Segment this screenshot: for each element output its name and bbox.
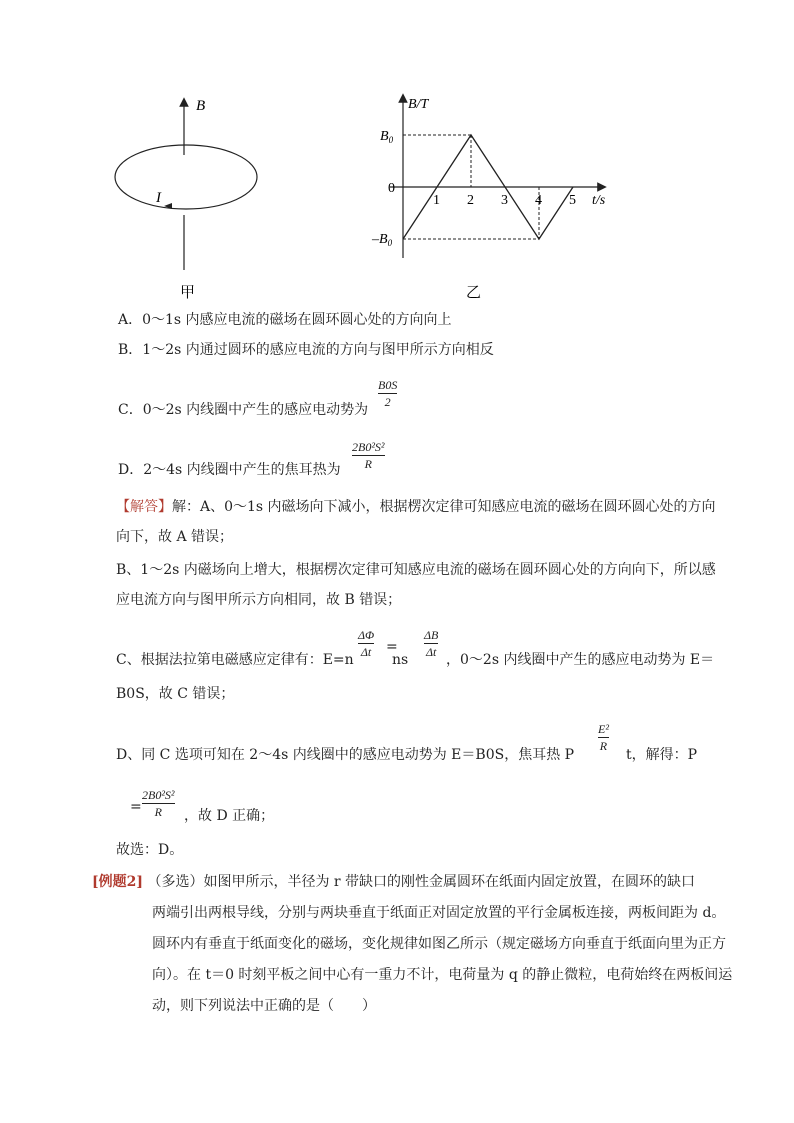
field-fraction-num: ΔB	[424, 628, 439, 642]
power-fraction-num: 2B0²S²	[142, 788, 175, 802]
flux-fraction-den: Δt	[360, 645, 372, 659]
solution-line-5d: ，0～2s 内线圈中产生的感应电动势为 E＝	[446, 652, 715, 668]
current-label: I	[156, 190, 161, 206]
solution-line-3: B、1～2s 内磁场向上增大，根据楞次定律可知感应电流的磁场在圆环圆心处的方向向下，所以感	[116, 562, 716, 578]
field-fraction-den: Δt	[425, 645, 437, 659]
example-tag: [例题2]	[92, 874, 143, 890]
power-fraction	[142, 788, 175, 819]
power-fraction-den: R	[154, 805, 162, 819]
flux-fraction	[358, 628, 374, 659]
example-line-4: 向）。在 t＝0 时刻平板之间中心有一重力不计，电荷量为 q 的静止微粒，电荷始终在两板间运	[152, 967, 733, 983]
option-d-fraction	[352, 440, 385, 471]
figure-b-caption: 乙	[466, 285, 482, 301]
y-top-label: $B_0$	[380, 129, 394, 145]
field-fraction	[424, 628, 438, 659]
x-tick-2: 2	[467, 193, 474, 208]
ring	[115, 145, 257, 209]
x-tick-5: 5	[569, 193, 576, 208]
x-tick-3: 3	[501, 193, 508, 208]
x-tick-labels	[433, 193, 576, 208]
flux-fraction-num: ΔΦ	[358, 628, 375, 642]
figure-a-caption: 甲	[180, 285, 196, 301]
x-tick-1: 1	[433, 193, 440, 208]
zero-label: 0	[388, 181, 395, 196]
heat-fraction-num: E²	[598, 722, 609, 736]
option-a: A．0～1s 内感应电流的磁场在圆环圆心处的方向向上	[118, 312, 452, 328]
solution-line-7b: t，解得：P	[626, 747, 698, 763]
y-axis-label: B/T	[408, 97, 429, 112]
figure-a	[100, 90, 290, 305]
x-tick-4: 4	[535, 193, 542, 208]
solution-line-7a: D、同 C 选项可知在 2～4s 内线圈中的感应电动势为 E＝B0S，焦耳热 P	[116, 747, 575, 763]
solution-line-4: 应电流方向与图甲所示方向相同，故 B 错误；	[116, 592, 402, 608]
b-label: B	[196, 98, 206, 114]
solution-line-5c: ns	[392, 652, 409, 668]
example-line-3: 圆环内有垂直于纸面变化的磁场，变化规律如图乙所示（规定磁场方向垂直于纸面向里为正方	[152, 936, 726, 952]
figure-b	[370, 90, 620, 305]
heat-fraction-den: R	[599, 739, 608, 753]
heat-fraction	[598, 722, 609, 753]
solution-line-8: ，故 D 正确；	[184, 808, 275, 824]
option-c-numerator: B0S	[378, 378, 398, 392]
example-line-5: 动，则下列说法中正确的是（ ）	[152, 998, 376, 1014]
option-d-numerator: 2B0²S²	[352, 440, 385, 454]
option-c-denominator: 2	[384, 395, 391, 409]
option-d-denominator: R	[364, 457, 372, 471]
example-line-1: [例题2] （多选）如图甲所示，半径为 r 带缺口的刚性金属圆环在纸面内固定放置，在圆环的缺口	[92, 874, 696, 890]
solution-line-5b: =	[386, 639, 398, 655]
x-axis-label: t/s	[592, 193, 606, 208]
solution-line-2: 向下，故 A 错误；	[116, 529, 234, 545]
solution-line-9: 故选：D。	[116, 842, 184, 858]
solution-line-1: 【解答】解：A、0～1s 内磁场向下减小，根据楞次定律可知感应电流的磁场在圆环圆心处的方向	[116, 499, 716, 515]
option-c-fraction	[378, 378, 397, 409]
example-line-2: 两端引出两根导线，分别与两块垂直于纸面正对固定放置的平行金属板连接，两板间距为 d。	[152, 905, 726, 921]
y-bottom-label: $-B_0$	[372, 232, 393, 248]
option-c: C．0～2s 内线圈中产生的感应电动势为	[118, 402, 369, 418]
option-b: B．1～2s 内通过圆环的感应电流的方向与图甲所示方向相反	[118, 342, 494, 358]
solution-line-6: B0S，故 C 错误；	[116, 686, 235, 702]
solution-tag: 【解答】	[116, 499, 172, 515]
option-d: D．2～4s 内线圈中产生的焦耳热为	[118, 462, 341, 478]
solution-line-5a: C、根据法拉第电磁感应定律有：E=n	[116, 652, 354, 668]
